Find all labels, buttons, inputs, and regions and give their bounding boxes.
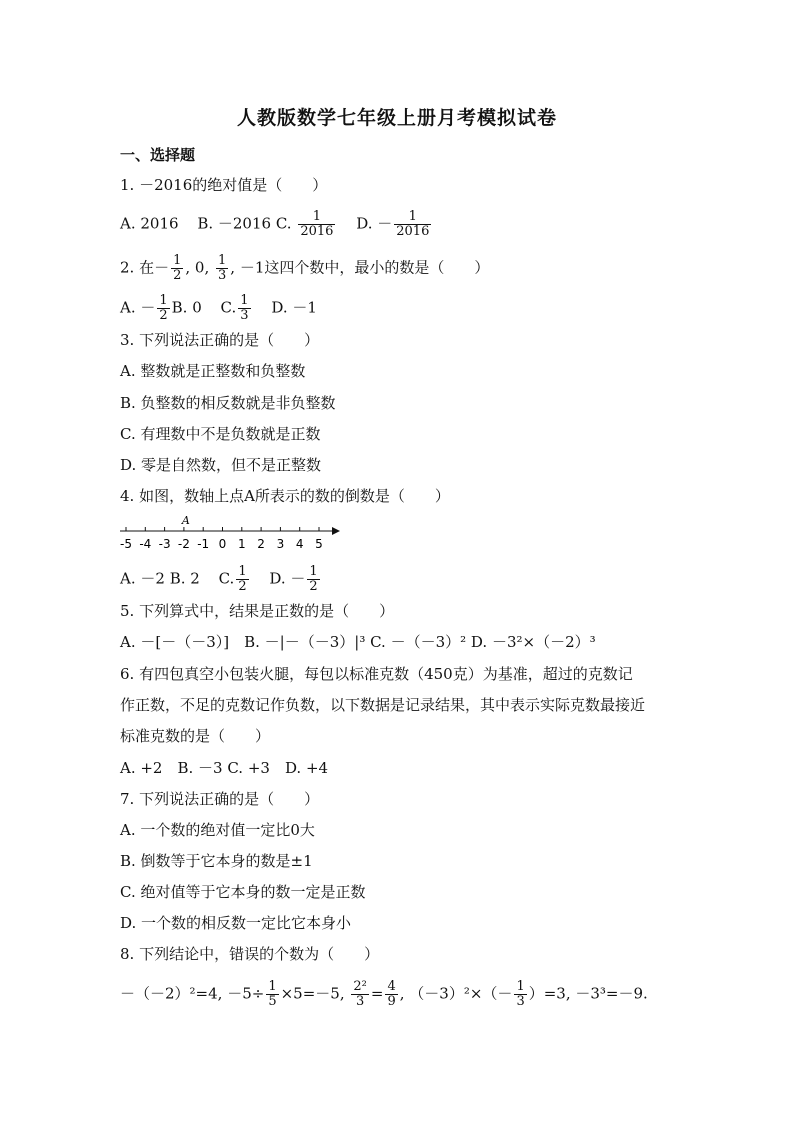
q2-option-a-label: A. － [120,298,156,317]
denominator: 2 [173,268,182,283]
denominator: 3 [355,994,365,1009]
tick-label: 3 [276,537,285,551]
tick-label: -2 [177,537,190,551]
q7-option-c: C. 绝对值等于它本身的数一定是正数 [120,883,366,901]
denominator: 3 [240,308,249,323]
q4-option-b: B. 2 [169,569,200,588]
q8-fraction-1 [266,980,278,1009]
question-8-stem: 8. 下列结论中，错误的个数为（ ） [120,945,380,963]
tick-label: 5 [315,537,323,551]
question-4-stem: 4. 如图，数轴上点A所表示的数的倒数是（ ） [120,487,450,505]
question-3-stem: 3. 下列说法正确的是（ ） [120,331,320,349]
q7-option-a: A. 一个数的绝对值一定比0大 [120,821,315,839]
question-6-line-3: 标准克数的是（ ） [120,727,271,745]
question-2-stem [120,254,489,283]
numerator: 1 [159,293,168,308]
denominator: 9 [387,994,396,1009]
q8-expr-3-tail: ）=3, －3³=－9. [528,984,648,1003]
q1-option-c-fraction [298,210,335,239]
q8-fraction-3 [385,980,397,1009]
denominator: 3 [516,994,525,1009]
q1-option-a: A. 2016 [120,214,179,233]
q2-option-c-fraction [238,294,250,323]
q2-part3: , －1这四个数中，最小的数是（ ） [230,258,490,277]
q2-part2: , 0, [185,258,214,277]
q8-equals: = [370,984,384,1003]
denominator: 2016 [300,224,334,239]
tick-label: -4 [139,537,152,551]
q8-expr-1: －（－2）²=4, －5÷ [120,984,265,1003]
question-4-options [120,565,322,594]
numerator: 1 [309,564,318,579]
numerator: 1 [298,210,335,225]
numerator: 1 [516,979,525,994]
numerator: 1 [268,979,277,994]
q2-part1: 2. 在－ [120,258,170,277]
denominator: 2 [238,579,247,594]
q4-option-c-label: C. [218,569,235,588]
numerator: 1 [394,210,431,225]
q1-option-d-label: D. － [356,214,393,233]
denominator: 2016 [396,224,430,239]
q3-option-d: D. 零是自然数，但不是正整数 [120,456,322,474]
question-6-line-2: 作正数，不足的克数记作负数，以下数据是记录结果，其中表示实际克数最接近 [120,696,646,714]
q2-option-d: D. －1 [271,298,317,317]
denominator: 2 [159,308,168,323]
q3-option-c: C. 有理数中不是负数就是正数 [120,425,321,443]
tick-label: 0 [218,537,227,551]
denominator: 5 [268,994,277,1009]
page-title: 人教版数学七年级上册月考模拟试卷 [236,107,557,129]
tick-label: -3 [158,537,171,551]
denominator: 3 [218,268,227,283]
q8-fraction-4 [514,980,526,1009]
question-6-options: A. +2 B. －3 C. +3 D. +4 [120,759,329,777]
tick-label: 1 [237,537,246,551]
denominator: 2 [309,579,318,594]
q8-expr-2-tail: , [399,984,405,1003]
q2-fraction-2 [216,254,228,283]
numerator: 2² [353,979,367,994]
question-8-expressions [120,980,648,1009]
q2-fraction-1 [171,254,183,283]
q4-option-d-fraction [307,565,319,594]
question-7-stem: 7. 下列说法正确的是（ ） [120,790,320,808]
q3-option-a: A. 整数就是正整数和负整数 [120,362,306,380]
q8-fraction-2 [351,980,368,1009]
question-5-stem: 5. 下列算式中，结果是正数的是（ ） [120,602,395,620]
arrow-icon [332,527,340,535]
q2-option-b: B. 0 [171,298,202,317]
q1-option-b: B. －2016 [197,214,272,233]
numerator: 1 [240,293,249,308]
q4-option-c-fraction [236,565,248,594]
question-2-options [120,294,317,323]
q7-option-b: B. 倒数等于它本身的数是±1 [120,852,313,870]
q2-option-c-label: C. [220,298,237,317]
question-6-line-1: 6. 有四包真空小包装火腿，每包以标准克数（450克）为基准，超过的克数记 [120,665,633,683]
q7-option-d: D. 一个数的相反数一定比它本身小 [120,914,352,932]
point-a-label: A [181,515,190,527]
q2-option-a-fraction [157,294,169,323]
numerator: 4 [387,979,396,994]
numerator: 1 [173,253,182,268]
tick-label: -1 [197,537,210,551]
q1-option-c-label: C. [275,214,292,233]
q4-option-d-label: D. － [269,569,306,588]
question-1-options [120,210,433,239]
q4-option-a: A. －2 [120,569,165,588]
q8-expr-3: （－3）²×（－ [409,984,513,1003]
numerator: 1 [238,564,247,579]
tick-label: 4 [295,537,304,551]
question-5-options: A. －[－（－3）] B. －|－（－3）|³ C. －（－3）² D. －3²×（－2）³ [120,633,596,651]
tick-label: 2 [257,537,265,551]
q1-option-d-fraction [394,210,431,239]
numerator: 1 [218,253,227,268]
question-1-stem: 1. －2016的绝对值是（ ） [120,176,328,194]
section-heading: 一、选择题 [120,146,196,164]
q8-expr-1-tail: ×5=－5, [280,984,345,1003]
q3-option-b: B. 负整数的相反数就是非负整数 [120,394,336,412]
tick-label: -5 [120,537,132,551]
number-line-figure [118,515,348,555]
